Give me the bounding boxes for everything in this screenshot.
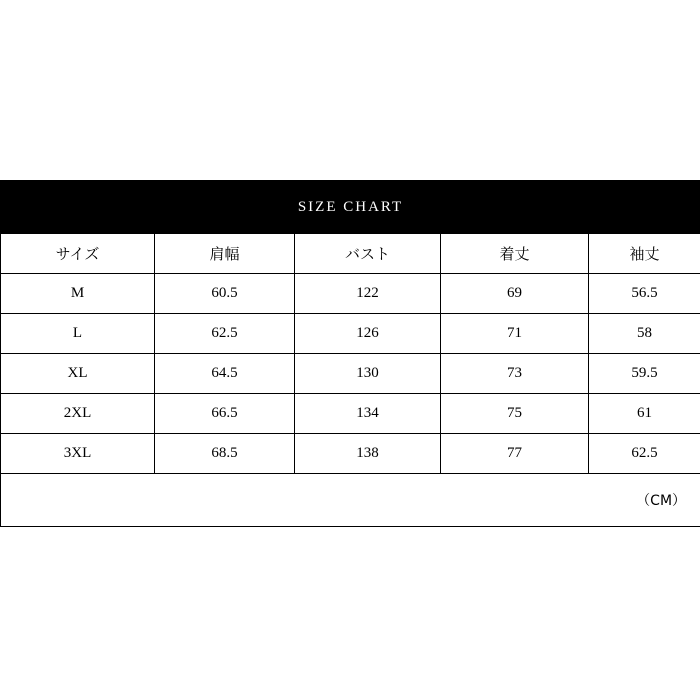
cell-size: M [1,274,155,314]
table-row [1,394,700,434]
cell-size: L [1,314,155,354]
column-header-shoulder: 肩幅 [155,234,295,274]
cell-shoulder: 66.5 [155,394,295,434]
cell-length: 77 [441,434,589,474]
size-chart-table [0,180,700,527]
table-row [1,274,700,314]
cell-shoulder: 62.5 [155,314,295,354]
column-header-length: 着丈 [441,234,589,274]
cell-sleeve: 59.5 [589,354,700,394]
cell-bust: 138 [295,434,441,474]
cell-sleeve: 58 [589,314,700,354]
cell-sleeve: 56.5 [589,274,700,314]
table-row [1,314,700,354]
cell-length: 73 [441,354,589,394]
cell-size: 3XL [1,434,155,474]
table-title-row [1,181,700,234]
column-header-sleeve: 袖丈 [589,234,700,274]
cell-size: 2XL [1,394,155,434]
cell-length: 69 [441,274,589,314]
table-header-row [1,234,700,274]
page-title: SIZE CHART [1,181,700,234]
table-unit-row [1,474,700,527]
cell-shoulder: 60.5 [155,274,295,314]
cell-length: 71 [441,314,589,354]
cell-sleeve: 61 [589,394,700,434]
table-row [1,434,700,474]
column-header-size: サイズ [1,234,155,274]
cell-length: 75 [441,394,589,434]
column-header-bust: バスト [295,234,441,274]
cell-size: XL [1,354,155,394]
cell-bust: 126 [295,314,441,354]
cell-bust: 130 [295,354,441,394]
cell-shoulder: 68.5 [155,434,295,474]
cell-shoulder: 64.5 [155,354,295,394]
unit-note: （CM） [1,474,700,527]
table-row [1,354,700,394]
cell-bust: 122 [295,274,441,314]
cell-sleeve: 62.5 [589,434,700,474]
cell-bust: 134 [295,394,441,434]
size-chart-container [0,180,700,527]
